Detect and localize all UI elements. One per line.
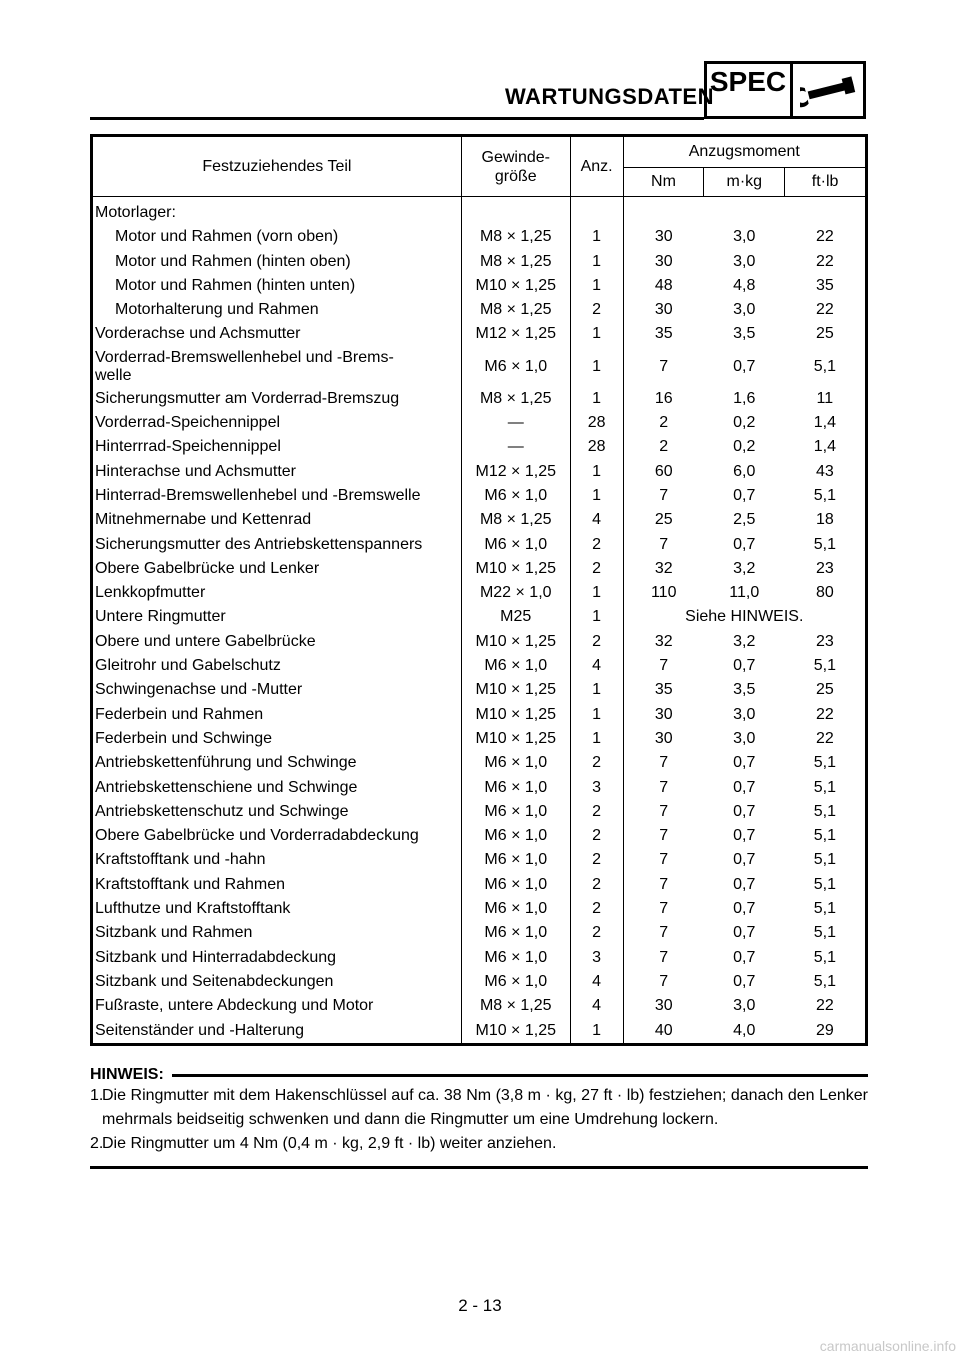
- cell-nm: 7: [623, 776, 704, 800]
- cell-nm: 30: [623, 703, 704, 727]
- table-row: [92, 605, 867, 629]
- table-row: [92, 484, 867, 508]
- torque-table: [90, 134, 868, 1046]
- cell-part: Kraftstofftank und -hahn: [95, 851, 266, 869]
- table-row-group: [92, 197, 867, 226]
- cell-nm: 48: [623, 274, 704, 298]
- table-row: [92, 946, 867, 970]
- cell-mkg: 0,7: [733, 778, 756, 796]
- cell-thread: M10 × 1,25: [461, 727, 570, 751]
- cell-nm: 2: [623, 435, 704, 459]
- cell-ftlb: 5,1: [813, 900, 836, 918]
- table-row: [92, 873, 867, 897]
- cell-mkg: 3,2: [733, 559, 756, 577]
- cell-mkg: 0,7: [733, 972, 756, 990]
- cell-nm: 60: [623, 460, 704, 484]
- cell-ftlb: 5,1: [813, 535, 836, 553]
- table-row: [92, 557, 867, 581]
- cell-thread: M6 × 1,0: [461, 946, 570, 970]
- cell-mkg: 0,7: [733, 802, 756, 820]
- cell-part: Antriebskettenschiene und Schwinge: [95, 778, 358, 796]
- cell-qty: 1: [570, 727, 623, 751]
- table-row: [92, 298, 867, 322]
- cell-thread: M25: [461, 605, 570, 629]
- header-thread: [461, 136, 570, 197]
- cell-qty: 28: [570, 435, 623, 459]
- cell-part: Seitenständer und -Halterung: [95, 1021, 305, 1039]
- cell-mkg: 3,5: [733, 325, 756, 343]
- cell-part: Hinterrrad-Speichennippel: [95, 438, 281, 456]
- cell-qty: 1: [570, 274, 623, 298]
- table-row: [92, 435, 867, 459]
- table-row: [92, 848, 867, 872]
- cell-ftlb: 23: [815, 559, 834, 577]
- cell-nm: 110: [623, 581, 704, 605]
- cell-part: Antriebskettenschutz und Schwinge: [95, 802, 349, 820]
- cell-part: Motor und Rahmen (vorn oben): [115, 228, 339, 246]
- note-item-text: Die Ringmutter um 4 Nm (0,4 m · kg, 2,9 ft · lb) weiter anziehen.: [102, 1135, 557, 1152]
- cell-qty: 1: [570, 322, 623, 346]
- cell-part: Kraftstofftank und Rahmen: [95, 875, 286, 893]
- cell-thread: M10 × 1,25: [461, 274, 570, 298]
- header-qty: Anz.: [570, 136, 623, 197]
- cell-ftlb: 22: [815, 729, 834, 747]
- cell-nm: 7: [623, 873, 704, 897]
- cell-qty: 2: [570, 921, 623, 945]
- table-row: [92, 824, 867, 848]
- note-item: [90, 1084, 868, 1132]
- cell-mkg: 3,0: [733, 228, 756, 246]
- cell-qty: 1: [570, 387, 623, 411]
- header-rule: [90, 117, 704, 120]
- cell-nm: 7: [623, 946, 704, 970]
- note-item: [90, 1132, 868, 1156]
- cell-part: Vorderrad-Bremswellenhebel und -Brems- welle: [95, 348, 394, 384]
- note-item-number: 2.: [90, 1135, 104, 1152]
- cell-qty: 1: [570, 1019, 623, 1045]
- cell-nm: 30: [623, 727, 704, 751]
- cell-nm: 7: [623, 897, 704, 921]
- cell-part: Motor und Rahmen (hinten unten): [115, 276, 356, 294]
- cell-mkg: 6,0: [733, 462, 756, 480]
- cell-mkg: 3,0: [733, 301, 756, 319]
- cell-part: Schwingenachse und -Mutter: [95, 681, 303, 699]
- header-torque: Anzugsmoment: [623, 136, 866, 168]
- cell-ftlb: 5,1: [813, 657, 836, 675]
- table-row: [92, 508, 867, 532]
- cell-ftlb: 1,4: [813, 438, 836, 456]
- cell-ftlb: 25: [815, 325, 834, 343]
- cell-nm: 2: [623, 411, 704, 435]
- cell-thread: M10 × 1,25: [461, 1019, 570, 1045]
- cell-thread: M6 × 1,0: [461, 533, 570, 557]
- cell-mkg: 0,7: [733, 657, 756, 675]
- cell-ftlb: 5,1: [813, 875, 836, 893]
- watermark: carmanualsonline.info: [819, 1338, 956, 1354]
- table-row: [92, 533, 867, 557]
- table-row: [92, 703, 867, 727]
- table-row: [92, 776, 867, 800]
- cell-qty: 2: [570, 873, 623, 897]
- cell-ftlb: 5,1: [813, 778, 836, 796]
- cell-nm: 7: [623, 848, 704, 872]
- cell-ftlb: 1,4: [813, 414, 836, 432]
- cell-thread: M6 × 1,0: [461, 897, 570, 921]
- cell-empty: [461, 197, 570, 226]
- cell-ftlb: 5,1: [813, 827, 836, 845]
- cell-thread: M6 × 1,0: [461, 848, 570, 872]
- cell-empty: [704, 197, 785, 226]
- cell-mkg: 3,5: [733, 681, 756, 699]
- cell-mkg: 0,7: [733, 900, 756, 918]
- cell-qty: 2: [570, 848, 623, 872]
- cell-qty: 2: [570, 897, 623, 921]
- cell-part: Sitzbank und Hinterradabdeckung: [95, 948, 337, 966]
- cell-part: Federbein und Rahmen: [95, 705, 264, 723]
- cell-thread: M6 × 1,0: [461, 776, 570, 800]
- cell-ftlb: 5,1: [813, 357, 836, 375]
- table-row: [92, 800, 867, 824]
- cell-part: Vorderachse und Achsmutter: [95, 325, 301, 343]
- spec-divider: [790, 61, 793, 119]
- cell-ftlb: 18: [815, 511, 834, 529]
- cell-part: Motorhalterung und Rahmen: [115, 301, 319, 319]
- cell-mkg: 1,6: [733, 389, 756, 407]
- cell-mkg: 3,0: [733, 252, 756, 270]
- cell-part: Mitnehmernabe und Kettenrad: [95, 511, 312, 529]
- table-row: [92, 250, 867, 274]
- cell-qty: 2: [570, 298, 623, 322]
- note-end-rule: [90, 1166, 868, 1169]
- cell-thread: M8 × 1,25: [461, 250, 570, 274]
- cell-qty: 2: [570, 800, 623, 824]
- cell-thread: M6 × 1,0: [461, 824, 570, 848]
- cell-thread: M8 × 1,25: [461, 508, 570, 532]
- cell-ftlb: 22: [815, 252, 834, 270]
- cell-qty: 3: [570, 946, 623, 970]
- cell-nm: 16: [623, 387, 704, 411]
- cell-qty: 1: [570, 347, 623, 387]
- cell-qty: 2: [570, 751, 623, 775]
- cell-qty: 2: [570, 557, 623, 581]
- cell-part: Lenkkopfmutter: [95, 584, 206, 602]
- cell-ftlb: 5,1: [813, 924, 836, 942]
- cell-part: Sicherungsmutter des Antriebskettenspanners: [95, 535, 423, 553]
- table-row: [92, 274, 867, 298]
- cell-thread: M6 × 1,0: [461, 873, 570, 897]
- cell-ftlb: 35: [815, 276, 834, 294]
- cell-mkg: 0,7: [733, 486, 756, 504]
- cell-thread: M6 × 1,0: [461, 484, 570, 508]
- cell-part: Sitzbank und Rahmen: [95, 924, 253, 942]
- cell-part: Lufthutze und Kraftstofftank: [95, 900, 291, 918]
- cell-thread: —: [461, 411, 570, 435]
- cell-ftlb: 25: [815, 681, 834, 699]
- spec-badge: SPEC: [709, 66, 787, 97]
- cell-empty: [785, 197, 867, 226]
- cell-nm: 30: [623, 250, 704, 274]
- cell-ftlb: 23: [815, 632, 834, 650]
- table-row: [92, 970, 867, 994]
- cell-qty: 1: [570, 225, 623, 249]
- cell-qty: 1: [570, 678, 623, 702]
- cell-mkg: 0,2: [733, 414, 756, 432]
- cell-mkg: 0,7: [733, 948, 756, 966]
- cell-thread: M6 × 1,0: [461, 800, 570, 824]
- cell-mkg: 0,7: [733, 924, 756, 942]
- cell-thread: M12 × 1,25: [461, 460, 570, 484]
- cell-part: Hinterachse und Achsmutter: [95, 462, 296, 480]
- cell-note: Siehe HINWEIS.: [623, 605, 866, 629]
- cell-part: Fußraste, untere Abdeckung und Motor: [95, 997, 374, 1015]
- table-row: [92, 581, 867, 605]
- cell-ftlb: 22: [815, 997, 834, 1015]
- table-row: [92, 994, 867, 1018]
- cell-qty: 1: [570, 581, 623, 605]
- cell-qty: 1: [570, 250, 623, 274]
- table-row: [92, 751, 867, 775]
- cell-nm: 7: [623, 824, 704, 848]
- cell-nm: 7: [623, 800, 704, 824]
- cell-thread: M6 × 1,0: [461, 921, 570, 945]
- cell-part: Hinterrad-Bremswellenhebel und -Bremswelle: [95, 486, 421, 504]
- cell-ftlb: 5,1: [813, 972, 836, 990]
- note-section: [90, 1066, 868, 1169]
- cell-part: Obere Gabelbrücke und Lenker: [95, 559, 320, 577]
- cell-thread: M8 × 1,25: [461, 225, 570, 249]
- page-header: [0, 0, 960, 125]
- table-row: [92, 1019, 867, 1045]
- cell-qty: 4: [570, 970, 623, 994]
- cell-nm: 35: [623, 322, 704, 346]
- page-number: 2 - 13: [458, 1296, 502, 1315]
- section-title: WARTUNGSDATEN: [505, 84, 714, 109]
- cell-thread: M8 × 1,25: [461, 298, 570, 322]
- table-row: [92, 322, 867, 346]
- table-row: [92, 897, 867, 921]
- cell-mkg: 3,2: [733, 632, 756, 650]
- cell-nm: 7: [623, 347, 704, 387]
- cell-nm: 30: [623, 994, 704, 1018]
- cell-mkg: 0,7: [733, 535, 756, 553]
- cell-ftlb: 5,1: [813, 948, 836, 966]
- cell-part: Obere Gabelbrücke und Vorderradabdeckung: [95, 827, 419, 845]
- table-row: [92, 678, 867, 702]
- cell-nm: 40: [623, 1019, 704, 1045]
- cell-mkg: 0,7: [733, 357, 756, 375]
- cell-nm: 25: [623, 508, 704, 532]
- cell-thread: M10 × 1,25: [461, 557, 570, 581]
- table-row: [92, 727, 867, 751]
- cell-ftlb: 22: [815, 228, 834, 246]
- cell-thread: M10 × 1,25: [461, 703, 570, 727]
- cell-thread: M6 × 1,0: [461, 751, 570, 775]
- cell-mkg: 4,0: [733, 1021, 756, 1039]
- cell-qty: 28: [570, 411, 623, 435]
- cell-part: Sitzbank und Seitenabdeckungen: [95, 972, 334, 990]
- cell-thread: M22 × 1,0: [461, 581, 570, 605]
- cell-mkg: 0,7: [733, 851, 756, 869]
- cell-part: Antriebskettenführung und Schwinge: [95, 754, 357, 772]
- cell-ftlb: 5,1: [813, 754, 836, 772]
- cell-part: Gleitrohr und Gabelschutz: [95, 657, 281, 675]
- cell-part: Untere Ringmutter: [95, 608, 226, 626]
- cell-nm: 7: [623, 921, 704, 945]
- group-label: Motorlager:: [95, 204, 176, 221]
- cell-nm: 30: [623, 298, 704, 322]
- cell-qty: 2: [570, 533, 623, 557]
- header-unit-mkg: m·kg: [704, 168, 785, 197]
- table-row: [92, 411, 867, 435]
- cell-qty: 4: [570, 508, 623, 532]
- table-row: [92, 387, 867, 411]
- cell-qty: 2: [570, 824, 623, 848]
- cell-qty: 1: [570, 703, 623, 727]
- note-heading: [90, 1066, 868, 1084]
- table-body: [92, 197, 867, 1045]
- header-unit-nm: Nm: [623, 168, 704, 197]
- cell-part: Federbein und Schwinge: [95, 729, 273, 747]
- cell-ftlb: 5,1: [813, 486, 836, 504]
- table-row: [92, 225, 867, 249]
- cell-thread: M6 × 1,0: [461, 347, 570, 387]
- cell-thread: M10 × 1,25: [461, 678, 570, 702]
- cell-thread: M6 × 1,0: [461, 970, 570, 994]
- cell-thread: M10 × 1,25: [461, 630, 570, 654]
- cell-qty: 3: [570, 776, 623, 800]
- cell-mkg: 2,5: [733, 511, 756, 529]
- cell-ftlb: 5,1: [813, 802, 836, 820]
- cell-qty: 1: [570, 484, 623, 508]
- note-heading-text: HINWEIS:: [90, 1066, 164, 1083]
- cell-thread: M8 × 1,25: [461, 387, 570, 411]
- note-item-number: 1.: [90, 1087, 104, 1104]
- cell-mkg: 4,8: [733, 276, 756, 294]
- cell-mkg: 3,0: [733, 729, 756, 747]
- cell-ftlb: 43: [815, 462, 834, 480]
- cell-mkg: 3,0: [733, 705, 756, 723]
- cell-qty: 1: [570, 605, 623, 629]
- cell-mkg: 11,0: [729, 584, 760, 602]
- cell-qty: 4: [570, 654, 623, 678]
- cell-nm: 7: [623, 654, 704, 678]
- cell-nm: 30: [623, 225, 704, 249]
- table-row: [92, 654, 867, 678]
- wrench-icon: [800, 70, 860, 110]
- cell-ftlb: 11: [816, 389, 834, 407]
- cell-thread: —: [461, 435, 570, 459]
- cell-mkg: 0,7: [733, 875, 756, 893]
- cell-nm: 7: [623, 484, 704, 508]
- cell-thread: M6 × 1,0: [461, 654, 570, 678]
- cell-nm: 32: [623, 630, 704, 654]
- cell-ftlb: 22: [815, 301, 834, 319]
- table-row: [92, 347, 867, 387]
- cell-mkg: 0,7: [733, 754, 756, 772]
- cell-nm: 7: [623, 751, 704, 775]
- cell-qty: 2: [570, 630, 623, 654]
- cell-ftlb: 29: [815, 1021, 834, 1039]
- cell-part: Obere und untere Gabelbrücke: [95, 632, 316, 650]
- table-row: [92, 630, 867, 654]
- cell-mkg: 0,7: [733, 827, 756, 845]
- table-row: [92, 921, 867, 945]
- cell-part: Sicherungsmutter am Vorderrad-Bremszug: [95, 389, 400, 407]
- note-item-text: Die Ringmutter mit dem Hakenschlüssel auf ca. 38 Nm (3,8 m · kg, 27 ft · lb) festziehen; danach den Lenker mehrmals beidseitig schwenken und dann die Ringmutter um eine Umdrehung lockern.: [102, 1087, 868, 1128]
- cell-qty: 1: [570, 460, 623, 484]
- cell-nm: 7: [623, 533, 704, 557]
- cell-nm: 35: [623, 678, 704, 702]
- cell-nm: 7: [623, 970, 704, 994]
- cell-mkg: 3,0: [733, 997, 756, 1015]
- cell-part: Vorderrad-Speichennippel: [95, 414, 281, 432]
- cell-ftlb: 22: [815, 705, 834, 723]
- cell-ftlb: 80: [815, 584, 834, 602]
- cell-empty: [623, 197, 704, 226]
- header-part: Festzuziehendes Teil: [92, 136, 462, 197]
- header-unit-ftlb: ft·lb: [785, 168, 867, 197]
- cell-ftlb: 5,1: [813, 851, 836, 869]
- cell-thread: M8 × 1,25: [461, 994, 570, 1018]
- cell-mkg: 0,2: [733, 438, 756, 456]
- cell-empty: [570, 197, 623, 226]
- cell-nm: 32: [623, 557, 704, 581]
- cell-thread: M12 × 1,25: [461, 322, 570, 346]
- table-row: [92, 460, 867, 484]
- note-heading-rule: [172, 1074, 868, 1077]
- header-thread-text: Gewinde- größe: [481, 148, 550, 185]
- cell-part: Motor und Rahmen (hinten oben): [115, 252, 351, 270]
- cell-qty: 4: [570, 994, 623, 1018]
